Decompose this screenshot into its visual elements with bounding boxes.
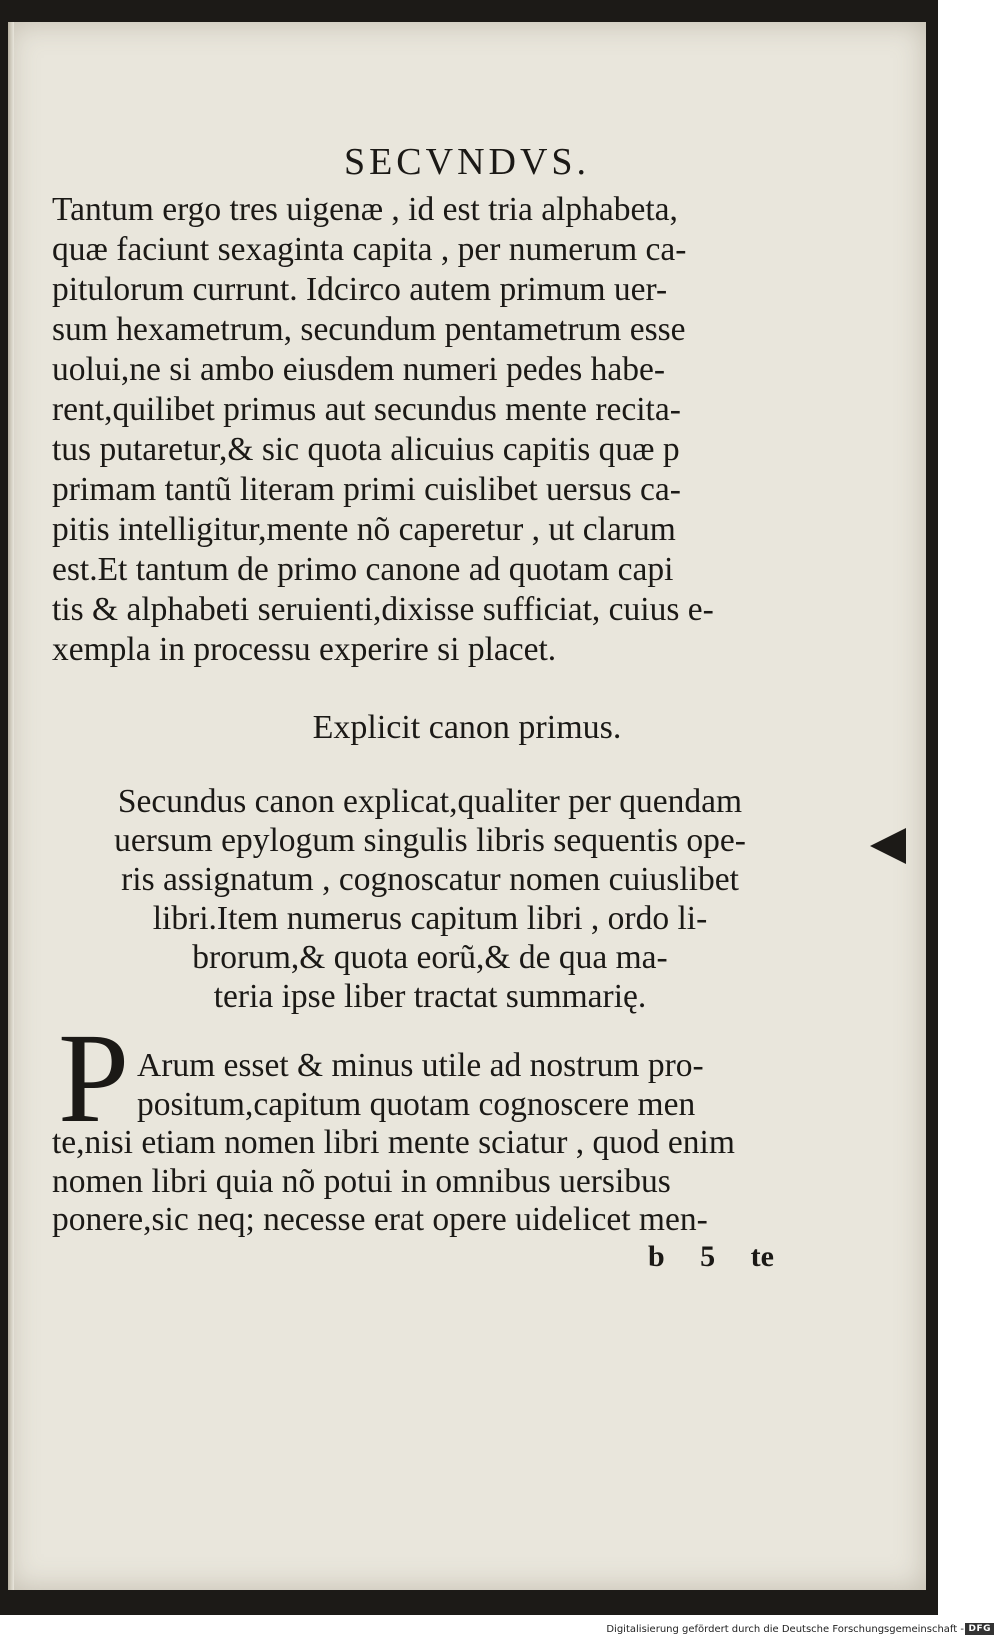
summary-line: ris assignatum , cognoscatur nomen cuiuslibet: [121, 861, 739, 898]
summary-line: Secundus canon explicat,qualiter per quendam: [117, 783, 743, 820]
text-line: nomen libri quia nõ potui in omnibus uersibus: [52, 1162, 671, 1200]
summary-line: brorum,& quota eorũ,& de qua ma-: [192, 939, 668, 976]
footer-credit: Digitalisierung gefördert durch die Deutsche Forschungsgemeinschaft -: [606, 1624, 964, 1635]
text-line: est.Et tantum de primo canone ad quotam capi: [52, 551, 674, 588]
text-line: tis & alphabeti seruienti,dixisse sufficiat, cuius e-: [52, 591, 714, 628]
text-line: positum,capitum quotam cognoscere men: [137, 1085, 696, 1123]
main-text-block: [52, 190, 822, 670]
text-line: quæ faciunt sexaginta capita , per numerum ca-: [52, 231, 687, 268]
page-edge: [8, 22, 14, 1590]
dfg-logo: DFG: [965, 1623, 994, 1635]
text-line: sum hexametrum, secundum pentametrum esse: [52, 311, 686, 348]
text-line: tus putaretur,& sic quota alicuius capitis quæ p: [52, 431, 680, 468]
summary-line: libri.Item numerus capitum libri , ordo li-: [152, 900, 708, 937]
text-line: pitis intelligitur,mente nõ caperetur , ut clarum: [52, 511, 676, 548]
text-line: xempla in processu experire si placet.: [52, 631, 557, 668]
text-line: rent,quilibet primus aut secundus mente recita-: [52, 391, 681, 428]
signature-mark: b 5 te: [648, 1240, 774, 1273]
book-page: [8, 22, 926, 1590]
text-line: Arum esset & minus utile ad nostrum pro-: [137, 1047, 704, 1084]
text-line: ponere,sic neq; necesse erat opere uidelicet men-: [52, 1201, 708, 1238]
initial-letter: P: [58, 1007, 130, 1149]
chapter-text-block: [52, 1047, 822, 1240]
canon-summary: [60, 782, 800, 1016]
text-line: te,nisi etiam nomen libri mente sciatur , quod enim: [52, 1124, 735, 1161]
summary-line: teria ipse liber tractat summarię.: [213, 978, 647, 1015]
page-tab-marker: [870, 828, 906, 864]
text-line: pitulorum currunt. Idcirco autem primum uer-: [52, 271, 668, 308]
explicit-heading: Explicit canon primus.: [312, 709, 622, 746]
text-line: Tantum ergo tres uigenæ , id est tria alphabeta,: [52, 191, 678, 228]
text-line: uolui,ne si ambo eiusdem numeri pedes habe-: [52, 351, 666, 388]
summary-line: uersum epylogum singulis libris sequentis ope-: [114, 822, 746, 859]
text-line: primam tantũ literam primi cuislibet uersus ca-: [52, 471, 681, 508]
running-head: SECVNDVS.: [343, 141, 591, 183]
